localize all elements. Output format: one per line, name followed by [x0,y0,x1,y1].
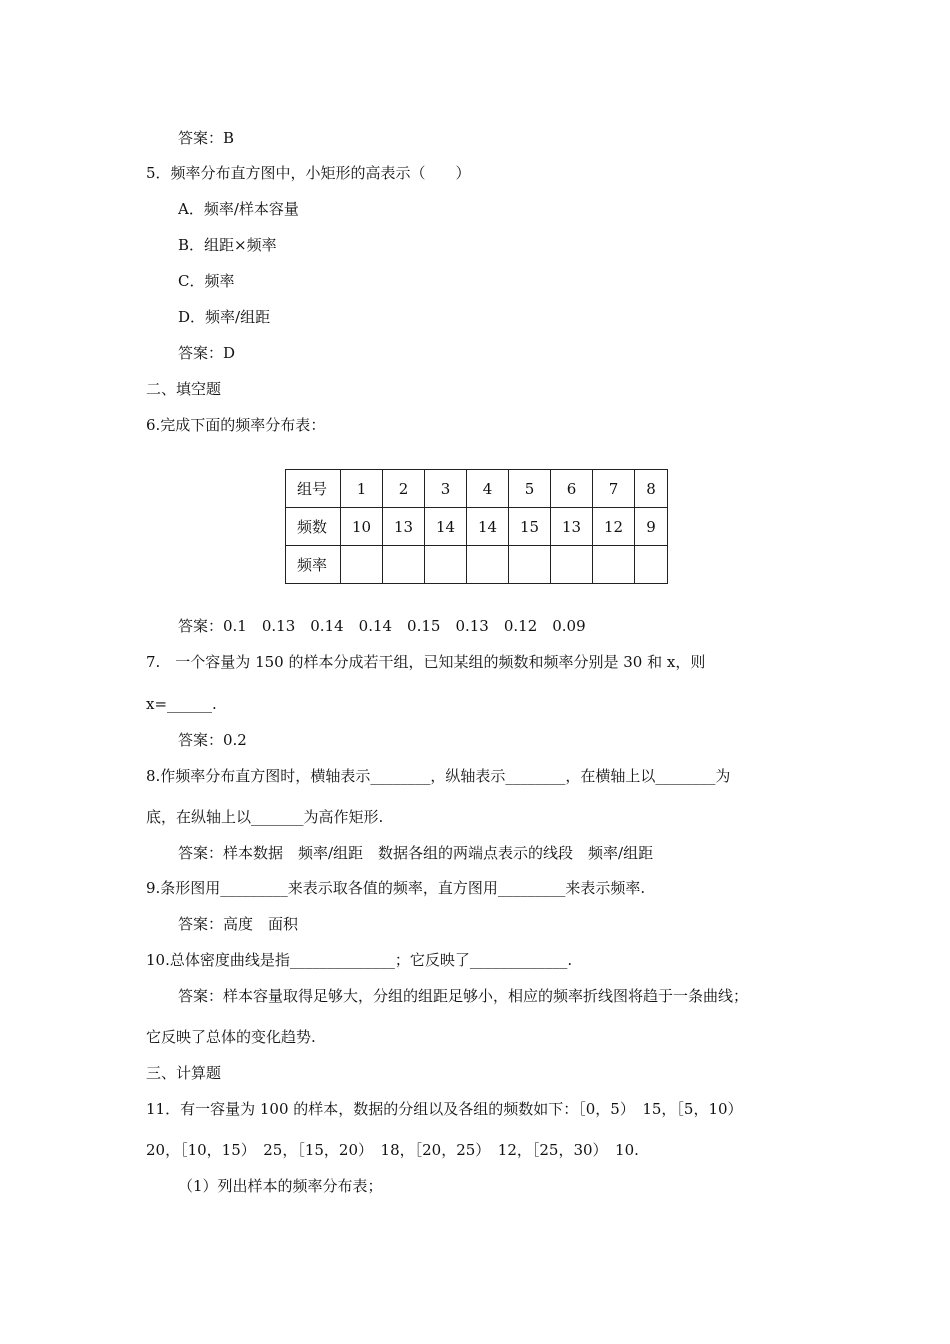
table-cell: 12 [593,508,635,546]
table-cell-empty [341,546,383,584]
q6-stem: 6.完成下面的频率分布表： [146,416,326,434]
table-cell-empty [593,546,635,584]
section-2-heading: 二、填空题 [146,380,222,398]
q8-stem-line1: 8.作频率分布直方图时，横轴表示________，纵轴表示________，在横轴上以________为 [146,767,731,785]
table-cell: 5 [509,470,551,508]
q7-stem-line2: x=______. [146,695,217,713]
row-label-count: 频数 [286,508,341,546]
table-cell: 8 [635,470,668,508]
q9-answer: 答案：高度 面积 [178,915,299,933]
table-cell: 14 [425,508,467,546]
q10-answer-line2: 它反映了总体的变化趋势. [146,1028,316,1046]
table-cell: 3 [425,470,467,508]
table-cell: 15 [509,508,551,546]
q8-stem-line2: 底，在纵轴上以_______为高作矩形. [146,808,384,826]
table-cell-empty [509,546,551,584]
q9-stem: 9.条形图用_________来表示取各值的频率，直方图用_________来表示频率. [146,879,646,897]
row-label-rate: 频率 [286,546,341,584]
q5-stem: 5．频率分布直方图中，小矩形的高表示（ ） [146,164,471,182]
section-3-heading: 三、计算题 [146,1064,222,1082]
table-row-relative-frequency [286,546,668,584]
table-cell: 13 [383,508,425,546]
table-cell: 1 [341,470,383,508]
table-cell-empty [383,546,425,584]
q5-option-a: A．频率/样本容量 [178,200,299,218]
table-cell: 13 [551,508,593,546]
table-cell: 6 [551,470,593,508]
table-cell: 14 [467,508,509,546]
table-cell: 2 [383,470,425,508]
q10-stem: 10.总体密度曲线是指______________；它反映了_____________. [146,951,573,969]
row-label-group: 组号 [286,470,341,508]
table-row-frequency-count [286,508,668,546]
q5-answer: 答案：D [178,344,236,362]
q7-answer: 答案：0.2 [178,731,247,749]
q4-answer: 答案：B [178,129,235,147]
table-cell: 9 [635,508,668,546]
q11-stem-line2: 20，［10，15） 25，［15，20） 18，［20，25） 12，［25，30） 10. [146,1141,639,1159]
q6-answer: 答案：0.1 0.13 0.14 0.14 0.15 0.13 0.12 0.09 [178,617,586,635]
table-cell-empty [635,546,668,584]
frequency-table [285,469,668,584]
q8-answer: 答案：样本数据 频率/组距 数据各组的两端点表示的线段 频率/组距 [178,844,654,862]
q5-option-c: C．频率 [178,272,235,290]
table-cell-empty [425,546,467,584]
table-cell: 10 [341,508,383,546]
table-row-group-number [286,470,668,508]
q7-stem-line1: 7. 一个容量为 150 的样本分成若干组，已知某组的频数和频率分别是 30 和 x，则 [146,653,706,671]
table-cell-empty [551,546,593,584]
q10-answer-line1: 答案：样本容量取得足够大，分组的组距足够小，相应的频率折线图将趋于一条曲线； [178,987,749,1005]
table-cell: 4 [467,470,509,508]
table-cell-empty [467,546,509,584]
q11-stem-line1: 11．有一容量为 100 的样本，数据的分组以及各组的频数如下：［0，5） 15，［5，10） [146,1100,743,1118]
table-cell: 7 [593,470,635,508]
q5-option-d: D．频率/组距 [178,308,271,326]
q5-option-b: B．组距×频率 [178,236,277,254]
q11-sub-question-1: （1）列出样本的频率分布表； [178,1177,383,1195]
